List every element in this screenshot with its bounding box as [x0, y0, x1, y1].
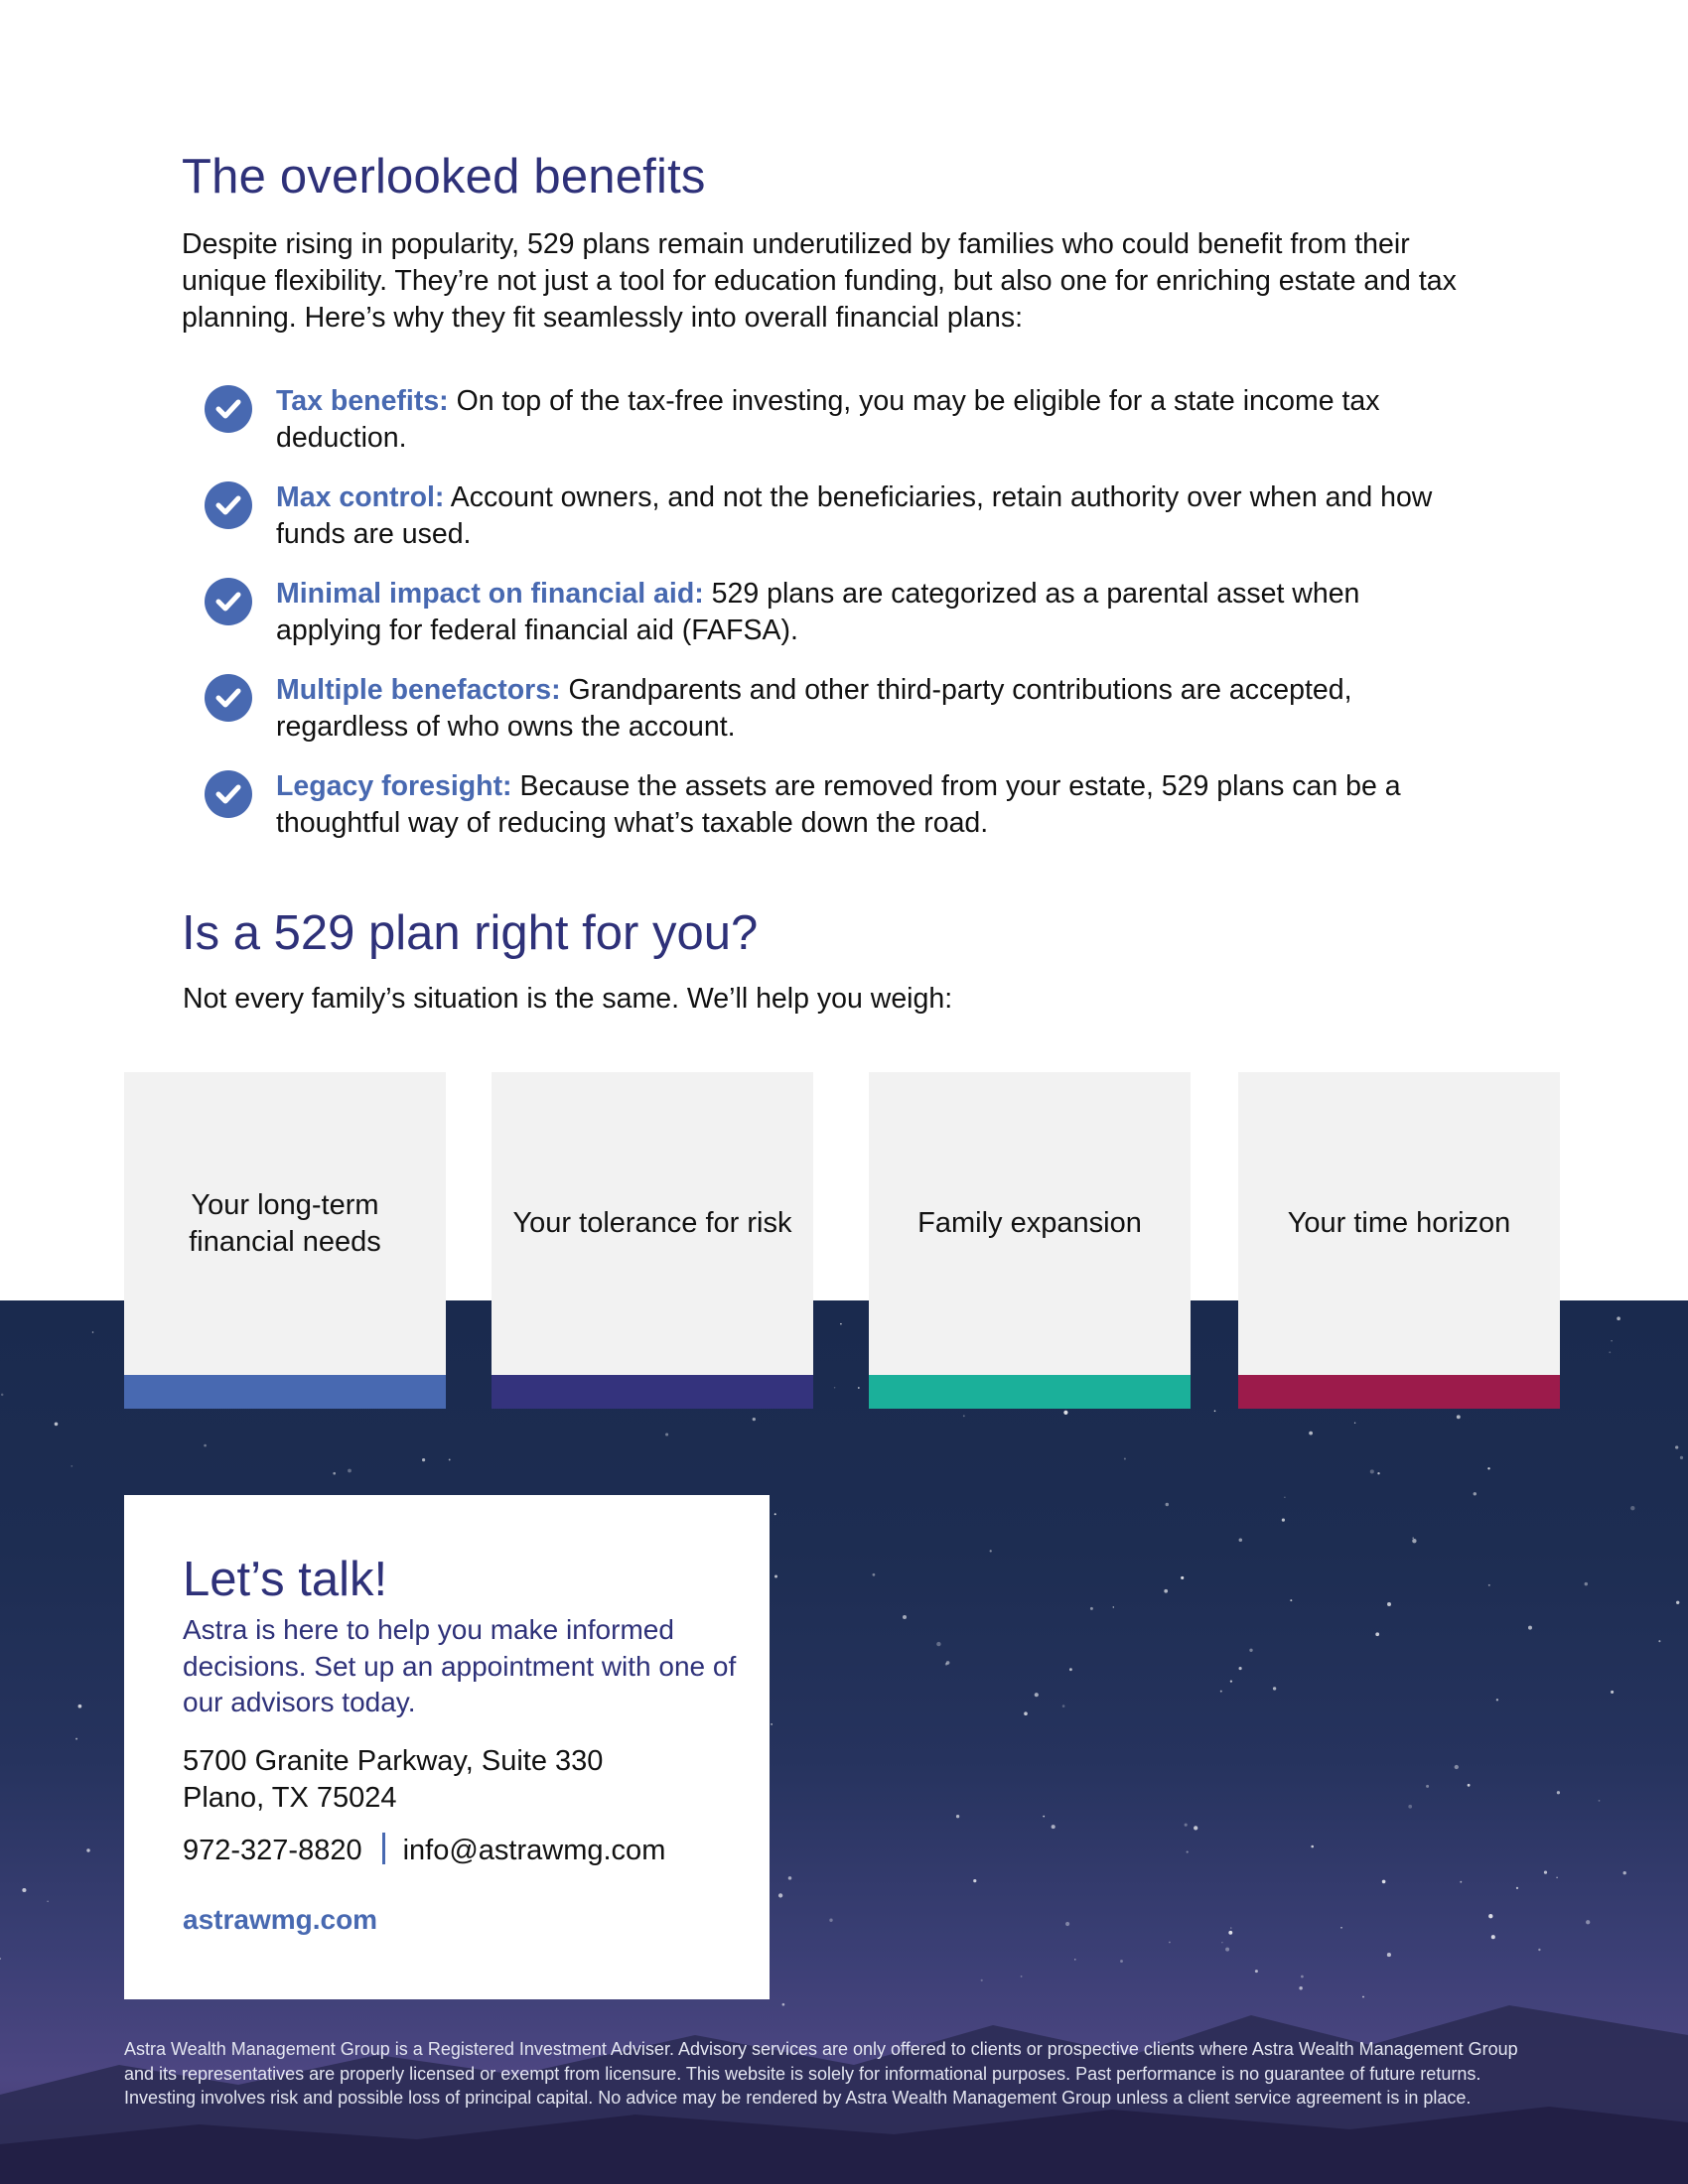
star — [1225, 1948, 1229, 1952]
star — [1124, 1457, 1126, 1459]
star — [753, 1418, 756, 1421]
star — [1221, 1942, 1222, 1943]
benefit-text — [276, 479, 1448, 553]
star — [1249, 1649, 1252, 1652]
star — [1370, 1469, 1374, 1473]
star — [1090, 1607, 1093, 1610]
star — [873, 1573, 876, 1576]
star — [1290, 1599, 1292, 1601]
benefit-description: Because the assets are removed from your estate, 529 plans can be a thoughtful way of reducing what’s taxable down the road. — [276, 770, 1401, 839]
star — [1468, 1784, 1471, 1787]
star — [946, 1661, 950, 1665]
star — [1460, 1881, 1462, 1883]
star — [936, 1642, 940, 1646]
star — [1024, 1711, 1028, 1715]
star — [1187, 1851, 1189, 1853]
weigh-card-time-horizon — [1238, 1072, 1560, 1409]
star — [1301, 1976, 1304, 1979]
star — [1043, 1816, 1045, 1818]
contact-divider — [382, 1833, 385, 1864]
star — [1035, 1693, 1039, 1697]
star — [1680, 1456, 1683, 1459]
star — [1194, 1826, 1197, 1830]
benefit-text — [276, 672, 1448, 746]
benefit-text — [276, 768, 1448, 842]
star — [1239, 1538, 1243, 1542]
star — [956, 1815, 959, 1818]
star — [1, 1394, 3, 1396]
checkmark-circle-icon — [205, 770, 252, 818]
card-accent-bar — [869, 1375, 1191, 1409]
star — [1230, 1927, 1231, 1928]
benefit-text — [276, 383, 1448, 457]
star — [1299, 1986, 1302, 1989]
benefit-text — [276, 576, 1448, 649]
plan-heading: Is a 529 plan right for you? — [182, 906, 759, 960]
contact-panel — [124, 1495, 770, 1999]
star — [1457, 1415, 1461, 1419]
card-label: Your time horizon — [1287, 1207, 1511, 1239]
star — [1354, 1423, 1355, 1424]
intro-paragraph: Despite rising in popularity, 529 plans remain underutilized by families who could benefit from their unique flexibility. They’re not just a tool for education funding, but also one for enriching estate and tax planning. Here’s why they fit seamlessly into overall financial plans: — [182, 228, 1457, 334]
star — [449, 1458, 451, 1460]
weigh-card-financial-needs — [124, 1072, 446, 1409]
star — [1488, 1584, 1490, 1586]
checkmark-circle-icon — [205, 674, 252, 722]
card-accent-bar — [492, 1375, 813, 1409]
star — [1617, 1316, 1620, 1320]
star — [858, 1387, 860, 1389]
star — [990, 1550, 992, 1552]
star — [1309, 1432, 1313, 1435]
star — [1375, 1632, 1379, 1636]
star — [1228, 1931, 1232, 1935]
checkmark-circle-icon — [205, 481, 252, 529]
checkmark-circle-icon — [205, 385, 252, 433]
star — [1282, 1519, 1285, 1522]
star — [1164, 1589, 1168, 1593]
address-line-1: 5700 Granite Parkway, Suite 330 — [183, 1745, 604, 1777]
star — [422, 1458, 425, 1461]
star — [771, 1723, 773, 1725]
card-accent-bar — [1238, 1375, 1560, 1409]
star — [1412, 1537, 1414, 1539]
star — [788, 1876, 792, 1880]
star — [973, 1879, 976, 1882]
star — [75, 1738, 77, 1740]
benefit-description: Account owners, and not the beneficiaries, retain authority over when and how funds are used. — [276, 481, 1433, 550]
email-link[interactable]: info@astrawmg.com — [402, 1835, 666, 1866]
star — [1065, 1922, 1069, 1926]
star — [1220, 1691, 1222, 1693]
card-accent-bar — [124, 1375, 446, 1409]
card-label: Your tolerance for risk — [512, 1207, 792, 1239]
star — [1491, 1935, 1495, 1939]
star — [1488, 1914, 1492, 1918]
star — [22, 1888, 26, 1892]
star — [1611, 1691, 1614, 1694]
card-label: Family expansion — [917, 1207, 1142, 1239]
star — [665, 1433, 668, 1435]
star — [778, 1893, 782, 1897]
star — [1230, 1680, 1232, 1682]
star — [1062, 1705, 1065, 1707]
benefit-description: 529 plans are categorized as a parental asset when applying for federal financial aid (FAFSA). — [276, 578, 1360, 646]
benefit-title: Multiple benefactors: — [276, 674, 561, 706]
benefit-title: Tax benefits: — [276, 385, 449, 417]
star — [1599, 1800, 1601, 1802]
star — [70, 1465, 72, 1467]
star — [1166, 1503, 1169, 1506]
star — [1538, 1949, 1540, 1951]
star — [1113, 1606, 1114, 1607]
plan-subheading: Not every family’s situation is the same. We’ll help you weigh: — [183, 983, 953, 1015]
star — [348, 1469, 352, 1473]
star — [1609, 1351, 1611, 1353]
star — [1623, 1871, 1626, 1874]
star — [1528, 1626, 1532, 1630]
star — [1255, 1970, 1258, 1973]
star — [829, 1919, 832, 1922]
contact-phone-email — [183, 1833, 665, 1867]
star — [1214, 1411, 1216, 1413]
weigh-card-family-expansion — [869, 1072, 1191, 1409]
star — [1676, 1601, 1679, 1604]
star — [204, 1444, 207, 1447]
star — [1340, 1927, 1342, 1929]
star — [1382, 1880, 1386, 1884]
star — [1185, 1824, 1188, 1827]
star — [333, 1472, 336, 1475]
star — [1120, 1960, 1123, 1963]
star — [1021, 1976, 1023, 1978]
star — [1074, 1959, 1075, 1960]
star — [1387, 1602, 1391, 1606]
overlooked-benefits-heading: The overlooked benefits — [182, 150, 706, 204]
star — [1675, 1445, 1678, 1448]
star — [92, 1331, 94, 1333]
star — [1630, 1506, 1634, 1510]
star — [55, 1423, 59, 1427]
star — [78, 1705, 82, 1708]
star — [1426, 1785, 1429, 1788]
legal-disclaimer: Astra Wealth Management Group is a Registered Investment Adviser. Advisory services are only offered to clients or prospective clients where Astra Wealth Management Group and its representatives are properly licensed or exempt from licensure. This website is solely for informational purposes. Past performance is no guarantee of future returns. Investing involves risk and possible loss of principal capital. No advice may be rendered by Astra Wealth Management Group unless a client service agreement is in place. — [124, 2039, 1518, 2108]
address-line-2: Plano, TX 75024 — [183, 1781, 397, 1814]
star — [1284, 1497, 1285, 1498]
star — [1516, 1887, 1518, 1889]
star — [782, 2003, 785, 2006]
star — [903, 1615, 907, 1619]
card-label: Your long-term financial needs — [189, 1188, 381, 1258]
star — [1408, 1805, 1412, 1809]
star — [1063, 1411, 1067, 1415]
star — [1611, 1340, 1612, 1341]
star — [963, 1415, 965, 1417]
star — [1387, 1953, 1391, 1957]
star — [981, 1979, 983, 1981]
star — [1311, 1845, 1314, 1848]
star — [1052, 1825, 1055, 1829]
checkmark-circle-icon — [205, 578, 252, 625]
star — [1069, 1668, 1072, 1671]
star — [1181, 1576, 1184, 1579]
star — [1273, 1687, 1276, 1690]
phone-number[interactable]: 972-327-8820 — [183, 1835, 362, 1866]
star — [1239, 1667, 1242, 1670]
benefit-description: Grandparents and other third-party contributions are accepted, regardless of who owns the account. — [276, 674, 1352, 743]
star — [1586, 1920, 1590, 1924]
website-link[interactable]: astrawmg.com — [183, 1904, 378, 1935]
benefit-title: Legacy foresight: — [276, 770, 512, 802]
star — [1362, 1996, 1364, 1998]
star — [1658, 1640, 1660, 1642]
star — [834, 1387, 835, 1388]
star — [86, 1848, 89, 1851]
contact-address — [183, 1743, 603, 1816]
star — [1487, 1467, 1489, 1469]
star — [1377, 1472, 1379, 1474]
weigh-card-risk-tolerance — [492, 1072, 813, 1409]
star — [1544, 1870, 1547, 1873]
star — [1412, 1539, 1416, 1543]
star — [0, 1958, 1, 1960]
benefit-description: On top of the tax-free investing, you may be eligible for a state income tax deduction. — [276, 385, 1380, 454]
star — [774, 1513, 776, 1515]
benefit-title: Minimal impact on financial aid: — [276, 578, 704, 610]
contact-title: Let’s talk! — [183, 1553, 388, 1606]
star — [1585, 1582, 1588, 1585]
star — [1556, 1877, 1558, 1879]
star — [774, 1575, 777, 1578]
star — [1496, 1699, 1498, 1701]
star — [1169, 1942, 1171, 1944]
star — [1455, 1765, 1459, 1769]
star — [1474, 1492, 1477, 1495]
star — [1557, 1791, 1560, 1794]
benefit-title: Max control: — [276, 481, 445, 513]
contact-message: Astra is here to help you make informed decisions. Set up an appointment with one of our advisors today. — [183, 1614, 737, 1717]
star — [47, 1901, 49, 1903]
star — [840, 1323, 842, 1325]
